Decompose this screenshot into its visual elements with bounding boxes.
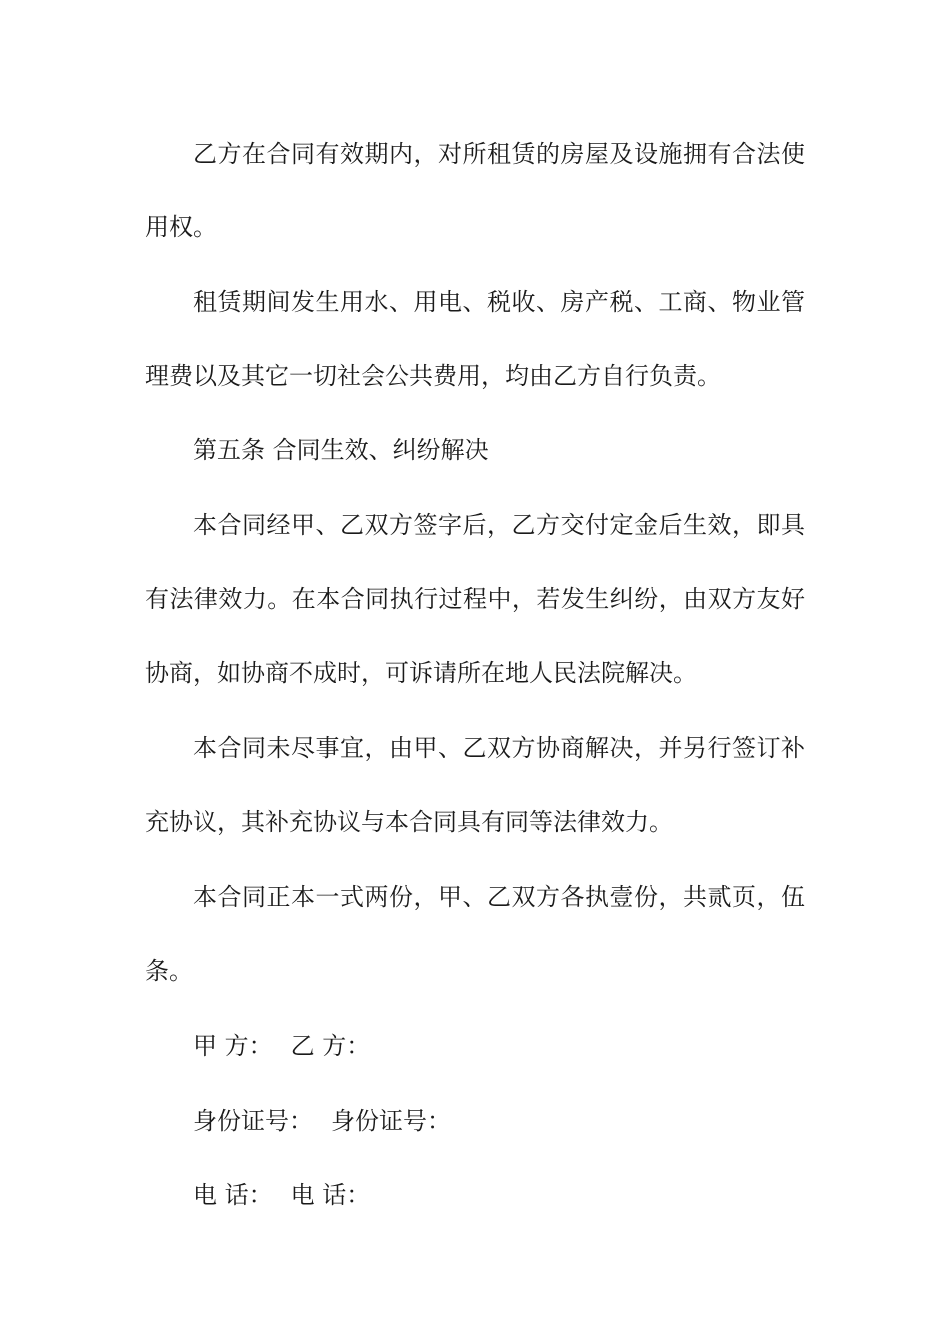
paragraph-2-line-2: 理费以及其它一切社会公共费用，均由乙方自行负责。: [145, 362, 721, 390]
paragraph-1-line-1: 乙方在合同有效期内，对所租赁的房屋及设施拥有合法使: [193, 140, 805, 168]
party-b-id-label: 身份证号：: [331, 1107, 451, 1135]
paragraph-5-line-1: 本合同正本一式两份，甲、乙双方各执壹份，共贰页，伍: [193, 883, 805, 911]
paragraph-5-line-2: 条。: [145, 957, 193, 985]
paragraph-2-line-1: 租赁期间发生用水、用电、税收、房产税、工商、物业管: [193, 288, 805, 316]
party-b-phone-label: 电 话：: [290, 1181, 371, 1209]
party-a-phone-label: 电 话：: [193, 1181, 273, 1209]
signature-phone-row: [145, 1180, 805, 1210]
paragraph-4-line-1: 本合同未尽事宜，由甲、乙双方协商解决，并另行签订补: [193, 734, 805, 762]
document-page: [145, 0, 805, 1344]
paragraph-3-line-3: 协商，如协商不成时，可诉请所在地人民法院解决。: [145, 659, 697, 687]
paragraph-4-line-2: 充协议，其补充协议与本合同具有同等法律效力。: [145, 808, 673, 836]
paragraph-3-line-2: 有法律效力。在本合同执行过程中，若发生纠纷，由双方友好: [145, 585, 805, 613]
paragraph-1-line-2: 用权。: [145, 213, 217, 241]
party-a-id-label: 身份证号：: [193, 1107, 313, 1135]
section-heading-article-5: 第五条 合同生效、纠纷解决: [193, 436, 489, 464]
paragraph-3-line-1: 本合同经甲、乙双方签字后，乙方交付定金后生效，即具: [193, 511, 805, 539]
party-a-label: 甲 方：: [193, 1032, 273, 1060]
party-b-label: 乙 方：: [290, 1032, 371, 1060]
signature-party-row: [145, 1031, 805, 1061]
signature-id-row: [145, 1106, 805, 1136]
